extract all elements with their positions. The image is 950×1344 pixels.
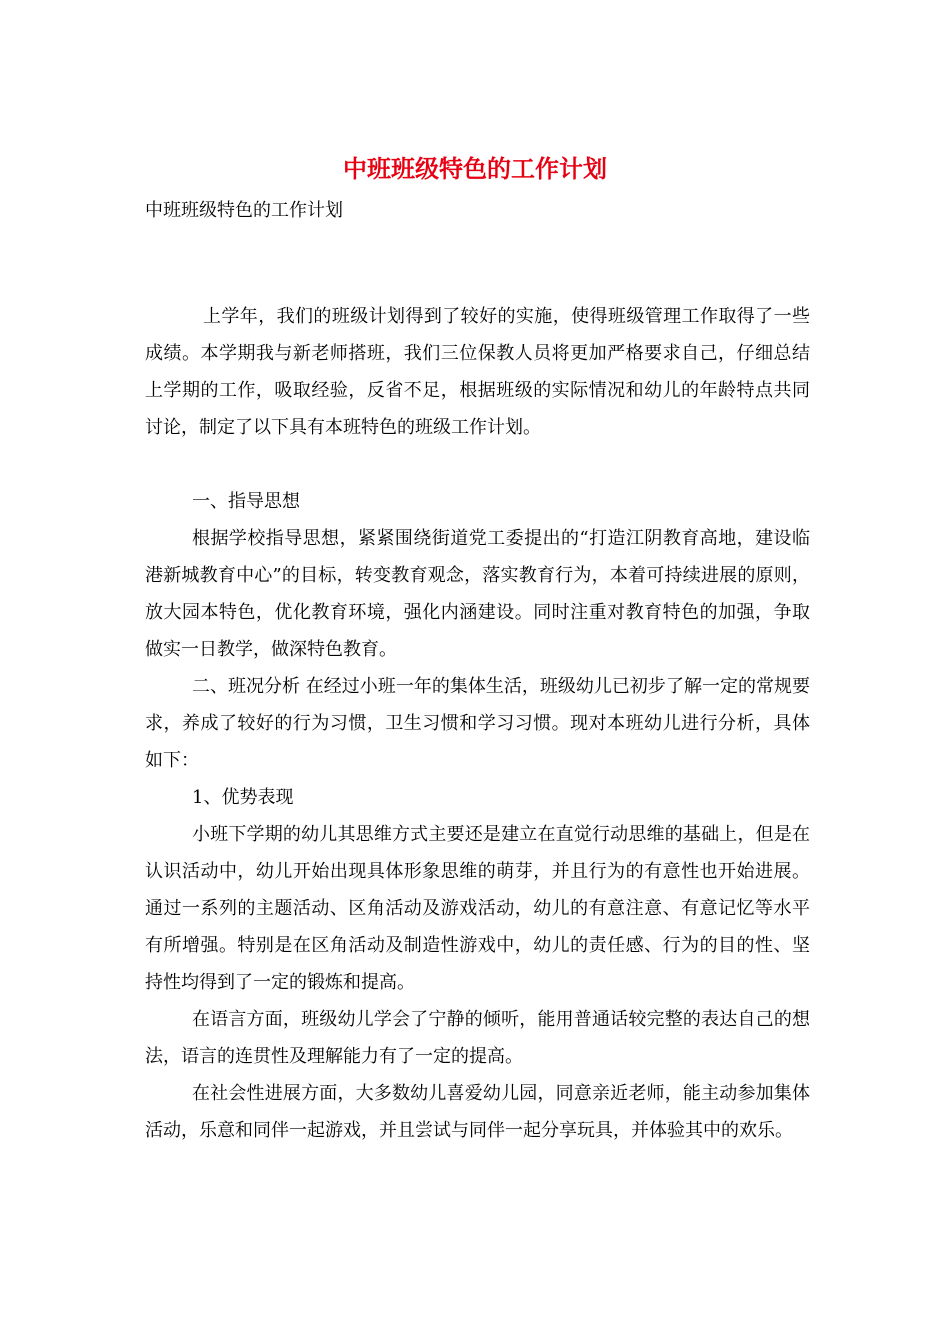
section-heading-guiding-ideology: 一、指导思想 — [192, 491, 300, 512]
subheading-strengths: 1、优势表现 — [192, 787, 294, 808]
document-title: 中班班级特色的工作计划 — [343, 154, 607, 183]
document-subtitle: 中班班级特色的工作计划 — [145, 200, 343, 221]
intro-paragraph: 上学年，我们的班级计划得到了较好的实施，使得班级管理工作取得了一些成绩。本学期我与新老师搭班，我们三位保教人员将更加严格要求自己，仔细总结上学期的工作，吸取经验，反省不足，根据班级的实际情况和幼儿的年龄特点共同讨论，制定了以下具有本班特色的班级工作计划。 — [145, 306, 810, 438]
social-development-paragraph: 在社会性进展方面，大多数幼儿喜爱幼儿园，同意亲近老师，能主动参加集体活动，乐意和同伴一起游戏，并且尝试与同伴一起分享玩具，并体验其中的欢乐。 — [145, 1083, 810, 1141]
guiding-ideology-paragraph: 根据学校指导思想，紧紧围绕街道党工委提出的“打造江阴教育高地，建设临港新城教育中心”的目标，转变教育观念，落实教育行为，本着可持续进展的原则，放大园本特色，优化教育环境，强化内涵建设。同时注重对教育特色的加强，争取做实一日教学，做深特色教育。 — [145, 528, 810, 660]
document-body — [145, 298, 810, 1149]
language-paragraph: 在语言方面，班级幼儿学会了宁静的倾听，能用普通话较完整的表达自己的想法，语言的连贯性及理解能力有了一定的提高。 — [145, 1009, 810, 1067]
class-analysis-paragraph: 二、班况分析 在经过小班一年的集体生活，班级幼儿已初步了解一定的常规要求，养成了较好的行为习惯，卫生习惯和学习习惯。现对本班幼儿进行分析，具体如下： — [145, 676, 810, 771]
strengths-paragraph: 小班下学期的幼儿其思维方式主要还是建立在直觉行动思维的基础上，但是在认识活动中，幼儿开始出现具体形象思维的萌芽，并且行为的有意性也开始进展。通过一系列的主题活动、区角活动及游戏活动，幼儿的有意注意、有意记忆等水平有所增强。特别是在区角活动及制造性游戏中，幼儿的责任感、行为的目的性、坚持性均得到了一定的锻炼和提高。 — [145, 824, 810, 993]
